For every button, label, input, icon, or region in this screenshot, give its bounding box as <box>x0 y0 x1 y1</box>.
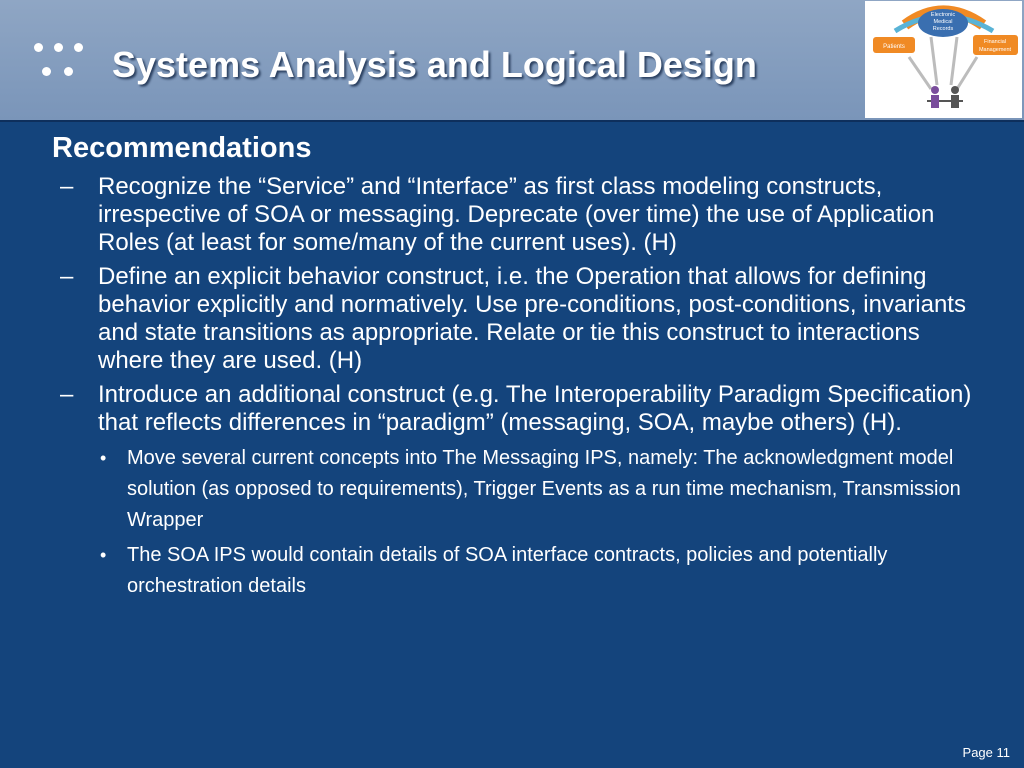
dash-bullet: – <box>60 381 74 408</box>
sub-list-item <box>100 540 982 602</box>
sub-list-item <box>100 443 982 536</box>
dots-icon <box>34 43 86 79</box>
slide-title: Systems Analysis and Logical Design <box>112 44 757 85</box>
page-number: Page 11 <box>962 745 1010 760</box>
svg-text:Medical: Medical <box>933 19 953 25</box>
list-item <box>60 381 982 437</box>
list-item-text: Define an explicit behavior construct, i.e. the Operation that allows for defining behavior explicitly and normatively. Use pre-conditions, post-conditions, invariants and state transitions as appropriate. Relate or tie this construct to interactions where they are used. (H) <box>98 263 966 374</box>
svg-text:Financial: Financial <box>983 39 1007 45</box>
list-item <box>60 263 982 375</box>
slide-header <box>0 0 1024 122</box>
svg-text:Electronic: Electronic <box>930 12 956 18</box>
svg-text:Management: Management <box>978 47 1012 53</box>
ehr-diagram-logo <box>865 1 1022 118</box>
slide-body <box>52 132 982 606</box>
svg-text:Records: Records <box>932 26 954 32</box>
sub-list-item-text: Move several current concepts into The Messaging IPS, namely: The acknowledgment model solution (as opposed to requirements), Trigger Events as a run time mechanism, Transmission Wrapper <box>127 447 961 531</box>
list-item-text: Recognize the “Service” and “Interface” as first class modeling constructs, irrespective of SOA or messaging. Deprecate (over time) the use of Application Roles (at least for some/many of the current uses). (H) <box>98 173 935 256</box>
dot-bullet: • <box>100 448 107 468</box>
ehr-diagram-graphic <box>865 1 1022 118</box>
list-item <box>60 173 982 257</box>
dash-bullet: – <box>60 173 74 200</box>
sub-list-item-text: The SOA IPS would contain details of SOA interface contracts, policies and potentially orchestration details <box>127 544 888 597</box>
section-heading: Recommendations <box>52 132 312 164</box>
list-item-text: Introduce an additional construct (e.g. The Interoperability Paradigm Specification) that reflects differences in “paradigm” (messaging, SOA, maybe others) (H). <box>98 381 972 436</box>
svg-text:Patients: Patients <box>883 44 905 50</box>
dash-bullet: – <box>60 263 74 290</box>
dot-bullet: • <box>100 545 107 565</box>
